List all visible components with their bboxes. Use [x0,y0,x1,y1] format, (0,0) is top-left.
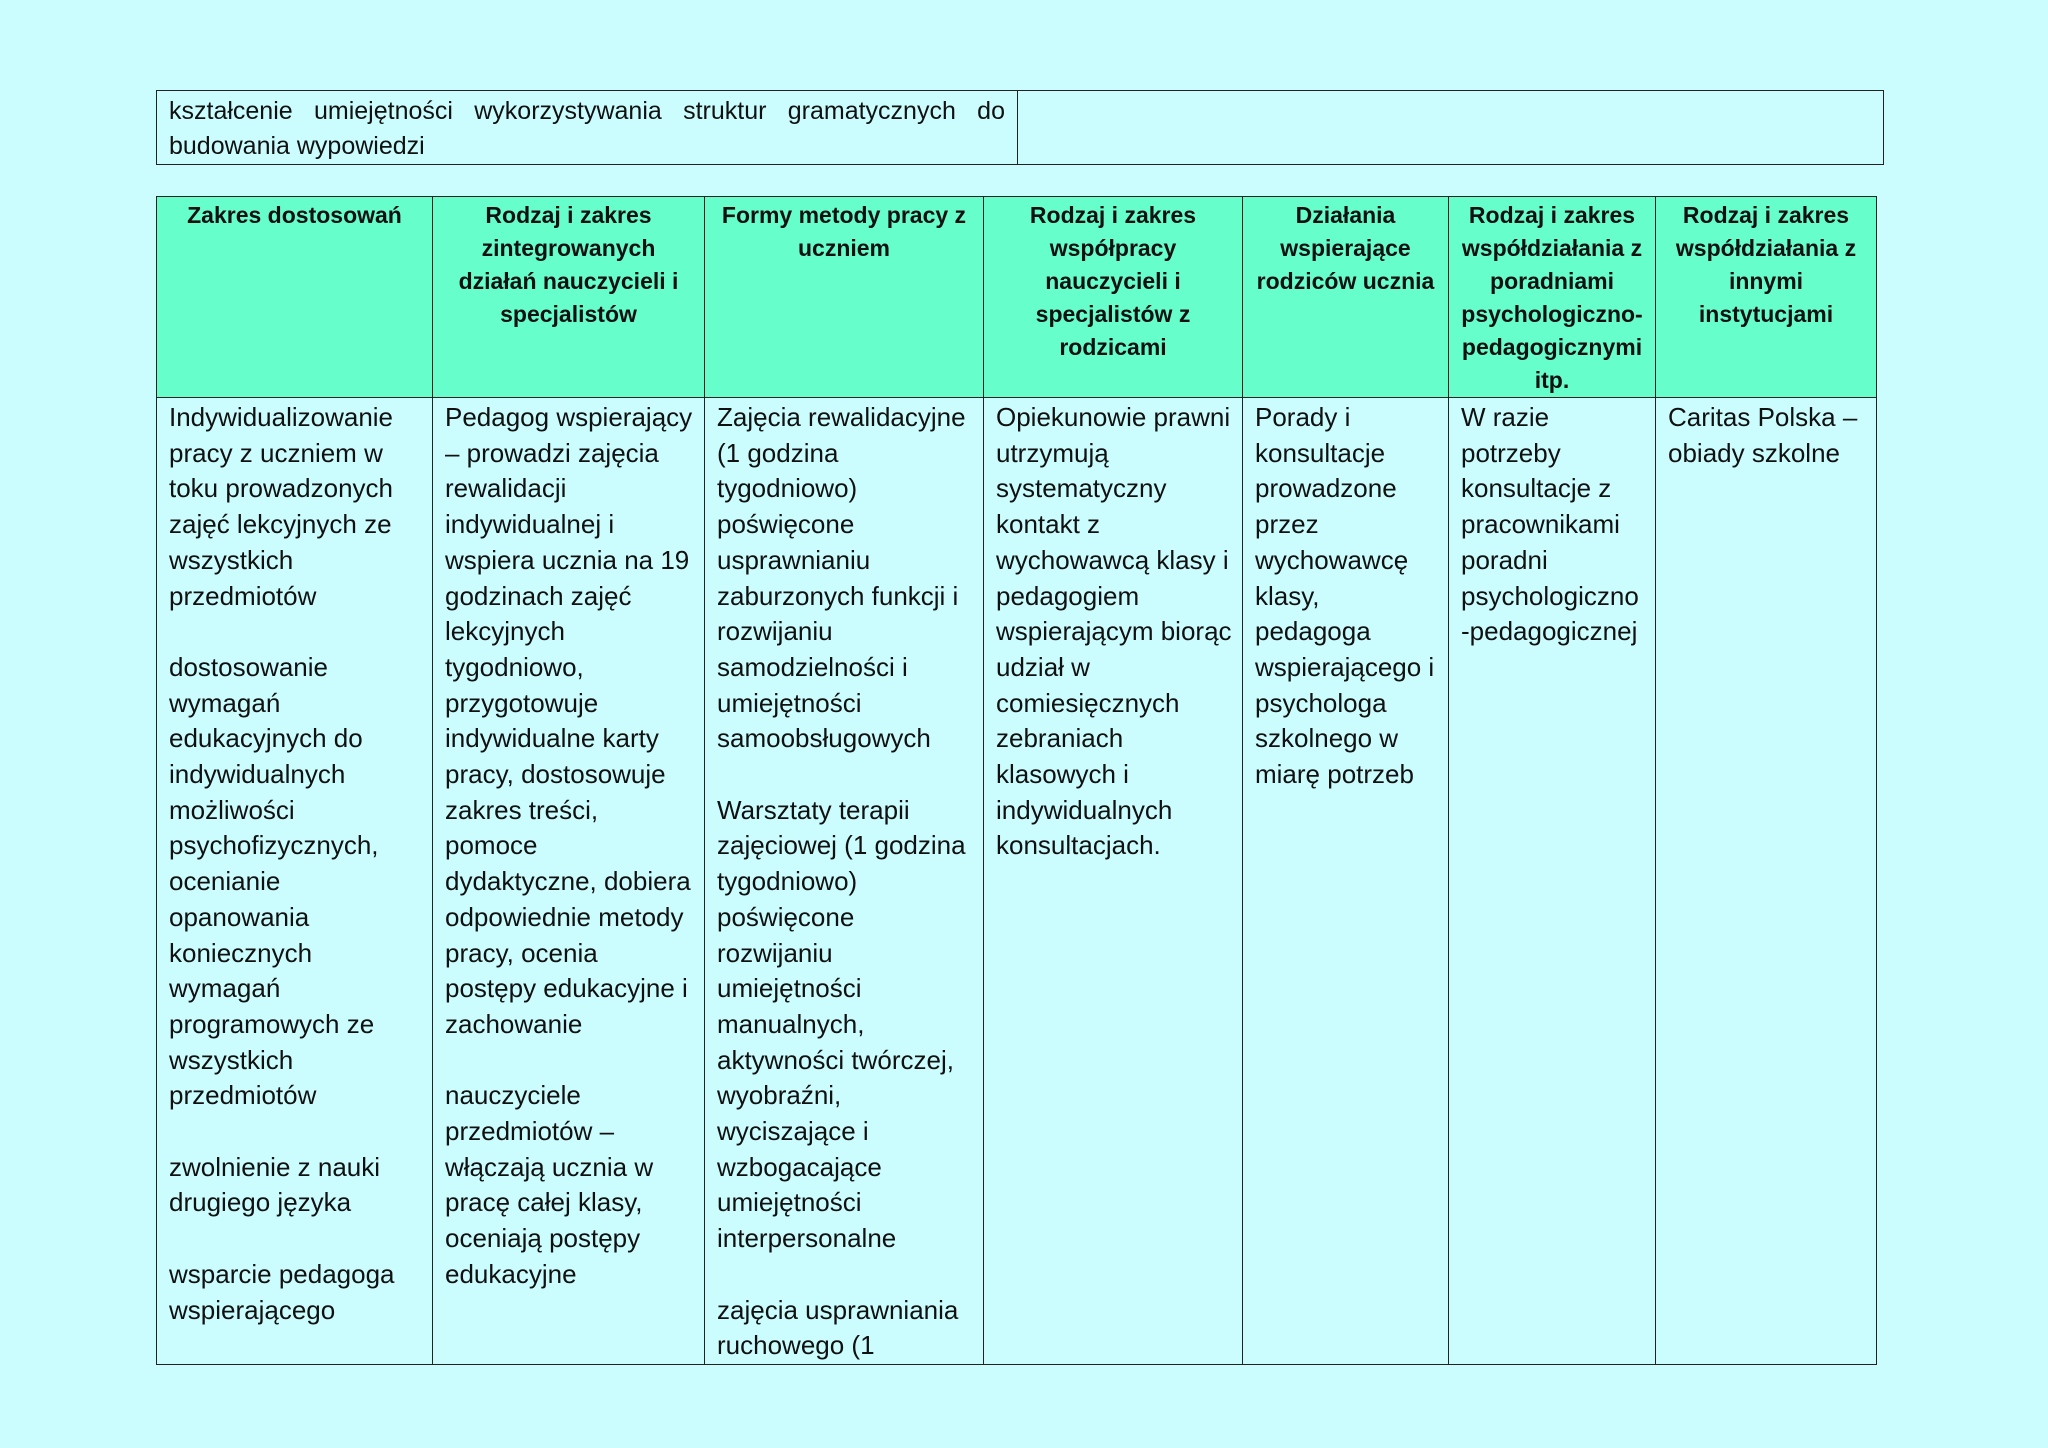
cell-wspoldzialanie-z-instytucjami [1656,398,1877,1365]
cell-text: Caritas Polska – obiady szkolne [1668,402,1858,468]
header-formy-metody-pracy: Formy metody pracy z uczniem [705,197,984,398]
header-wspoldzialanie-z-poradniami: Rodzaj i zakres współdziałania z poradniami psychologiczno-pedagogicznymi itp. [1449,197,1656,398]
header-zakres-dostosowan: Zakres dostosowań [157,197,433,398]
cell-text: Pedagog wspierający – prowadzi zajęcia rewalidacji indywidualnej i wspiera ucznia na 19 godzinach zajęć lekcyjnych tygodniowo, przygotowuje indywidualne karty pracy, dostosowuje zakres treści, pomoce dydaktyczne, dobiera odpowiednie metody pracy, ocenia postępy edukacyjne i zachowanie nauczyciele przedmiotów – włączają ucznia w pracę całej klasy, oceniają postępy edukacyjne [445,402,693,1289]
cell-dzialania-nauczycieli [433,398,705,1365]
table-row [157,91,1884,165]
cell-formy-metody-pracy [705,398,984,1365]
header-dzialania-wspierajace-rodzicow: Działania wspierające rodziców ucznia [1243,197,1449,398]
main-table [156,196,1877,1365]
cell-zakres-dostosowan [157,398,433,1365]
cell-wspolpraca-z-rodzicami [984,398,1243,1365]
header-row [157,197,1877,398]
header-dzialania-nauczycieli: Rodzaj i zakres zintegrowanych działań nauczycieli i specjalistów [433,197,705,398]
top-right-cell [1018,91,1884,165]
cell-text: Porady i konsultacje prowadzone przez wychowawcę klasy, pedagoga wspierającego i psychologa szkolnego w miarę potrzeb [1255,402,1435,790]
cell-dzialania-wspierajace-rodzicow [1243,398,1449,1365]
header-wspoldzialanie-z-instytucjami: Rodzaj i zakres współdziałania z innymi instytucjami [1656,197,1877,398]
top-left-cell: kształcenie umiejętności wykorzystywania struktur gramatycznych do budowania wypowiedzi [157,91,1018,165]
cell-text: Indywidualizowanie pracy z uczniem w toku prowadzonych zajęć lekcyjnych ze wszystkich przedmiotów dostosowanie wymagań edukacyjnych do indywidualnych możliwości psychofizycznych, ocenianie opanowania koniecznych wymagań programowych ze wszystkich przedmiotów zwolnienie z nauki drugiego języka wsparcie pedagoga wspierającego [169,402,395,1325]
header-wspolpraca-z-rodzicami: Rodzaj i zakres współpracy nauczycieli i specjalistów z rodzicami [984,197,1243,398]
table-row [157,398,1877,1365]
cell-text: Opiekunowie prawni utrzymują systematyczny kontakt z wychowawcą klasy i pedagogiem wspierającym biorąc udział w comiesięcznych zebraniach klasowych i indywidualnych konsultacjach. [996,402,1232,861]
cell-text: Zajęcia rewalidacyjne (1 godzina tygodniowo) poświęcone usprawnianiu zaburzonych funkcji i rozwijaniu samodzielności i umiejętności samoobsługowych Warsztaty terapii zajęciowej (1 godzina tygodniowo) poświęcone rozwijaniu umiejętności manualnych, aktywności twórczej, wyobraźni, wyciszające i wzbogacające umiejętności interpersonalne zajęcia usprawniania ruchowego (1 [717,402,966,1361]
top-table [156,90,1884,165]
cell-wspoldzialanie-z-poradniami [1449,398,1656,1365]
cell-text: W razie potrzeby konsultacje z pracownikami poradni psychologiczno -pedagogicznej [1461,402,1639,647]
